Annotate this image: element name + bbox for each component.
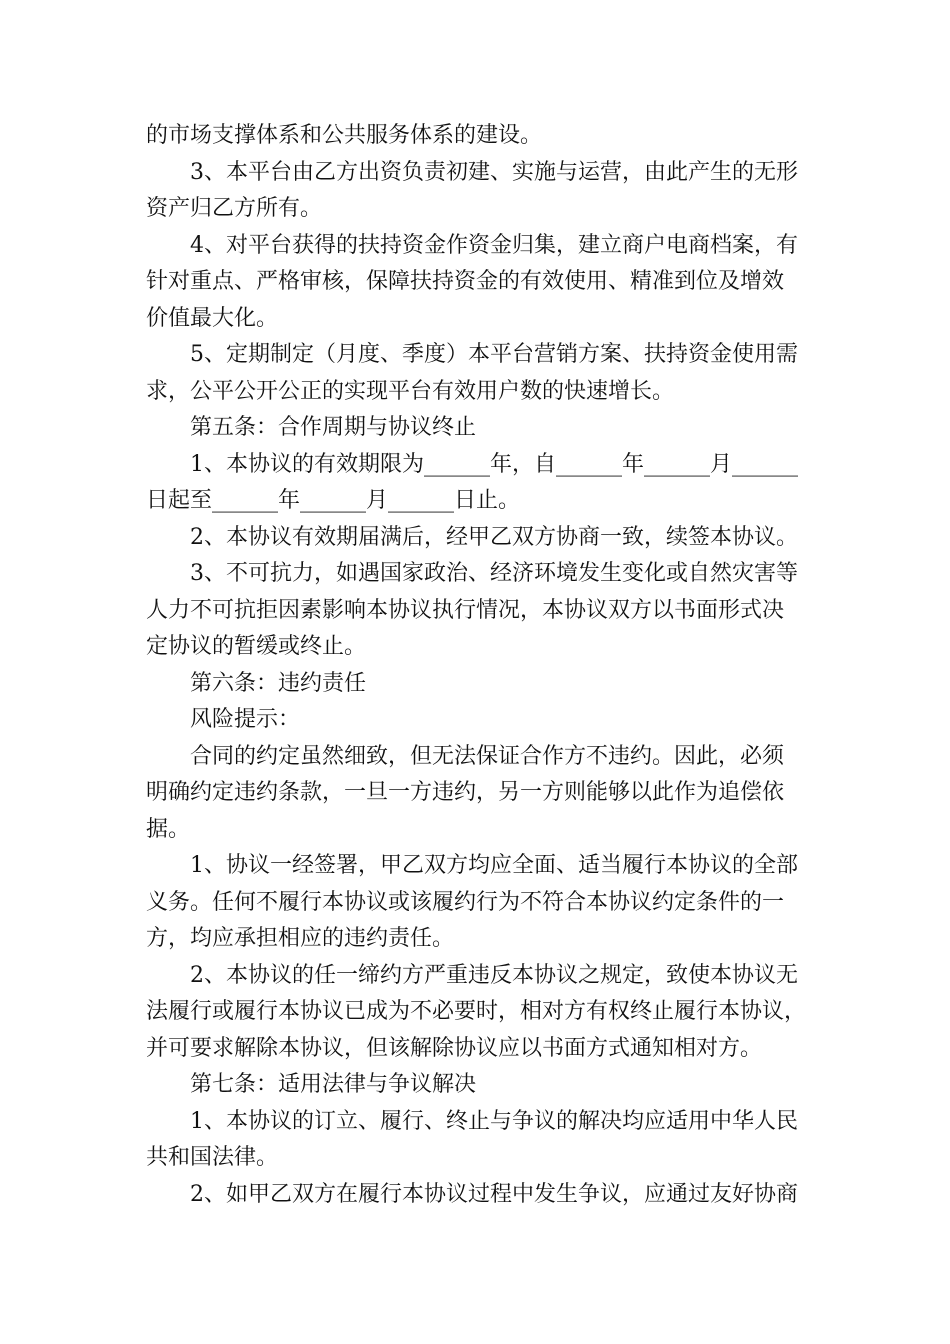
- text-line: 3、本平台由乙方出资负责初建、实施与运营，由此产生的无形: [190, 159, 798, 185]
- text-line: 第六条：违约责任: [190, 670, 367, 696]
- text-line: 2、本协议有效期届满后，经甲乙双方协商一致，续签本协议。: [190, 524, 798, 550]
- text-line: 方，均应承担相应的违约责任。: [146, 926, 455, 951]
- text-line: 人力不可抗拒因素影响本协议执行情况，本协议双方以书面形式决: [146, 597, 785, 623]
- text-line: 价值最大化。: [146, 305, 279, 331]
- text-line: 明确约定违约条款，一旦一方违约，另一方则能够以此作为追偿依: [146, 780, 785, 805]
- text-line: 并可要求解除本协议，但该解除协议应以书面方式通知相对方。: [146, 1035, 763, 1061]
- text-line: 1、协议一经签署，甲乙双方均应全面、适当履行本协议的全部: [190, 853, 798, 878]
- text-line: 2、如甲乙双方在履行本协议过程中发生争议，应通过友好协商: [190, 1181, 798, 1207]
- text-line: 共和国法律。: [146, 1145, 279, 1170]
- text-line: 求，公平公开公正的实现平台有效用户数的快速增长。: [146, 378, 675, 404]
- text-line: 5、定期制定（月度、季度）本平台营销方案、扶持资金使用需: [190, 342, 798, 367]
- text-line: 2、本协议的任一缔约方严重违反本协议之规定，致使本协议无: [190, 962, 798, 988]
- text-line: 4、对平台获得的扶持资金作资金归集，建立商户电商档案，有: [190, 232, 798, 258]
- text-line: 资产归乙方所有。: [146, 196, 323, 221]
- text-line: 的市场支撑体系和公共服务体系的建设。: [146, 123, 543, 148]
- text-line: 第七条：适用法律与争议解决: [190, 1072, 477, 1097]
- text-line: 风险提示：: [190, 707, 301, 732]
- text-line: 第五条：合作周期与协议终止: [190, 415, 477, 440]
- text-line: 针对重点、严格审核，保障扶持资金的有效使用、精准到位及增效: [146, 269, 785, 294]
- text-line: 定协议的暂缓或终止。: [146, 634, 367, 659]
- text-line: 3、不可抗力，如遇国家政治、经济环境发生变化或自然灾害等: [190, 561, 798, 586]
- text-line: 1、本协议的订立、履行、终止与争议的解决均应适用中华人民: [190, 1108, 798, 1134]
- text-line: 日起至______年______月______日止。: [146, 488, 521, 513]
- text-line: 义务。任何不履行本协议或该履约行为不符合本协议约定条件的一: [146, 889, 785, 915]
- text-line: 法履行或履行本协议已成为不必要时，相对方有权终止履行本协议，: [146, 999, 807, 1024]
- text-line: 合同的约定虽然细致，但无法保证合作方不违约。因此，必须: [190, 743, 785, 769]
- text-line: 据。: [146, 816, 191, 842]
- text-line: 1、本协议的有效期限为______年，自______年______月______: [190, 451, 798, 477]
